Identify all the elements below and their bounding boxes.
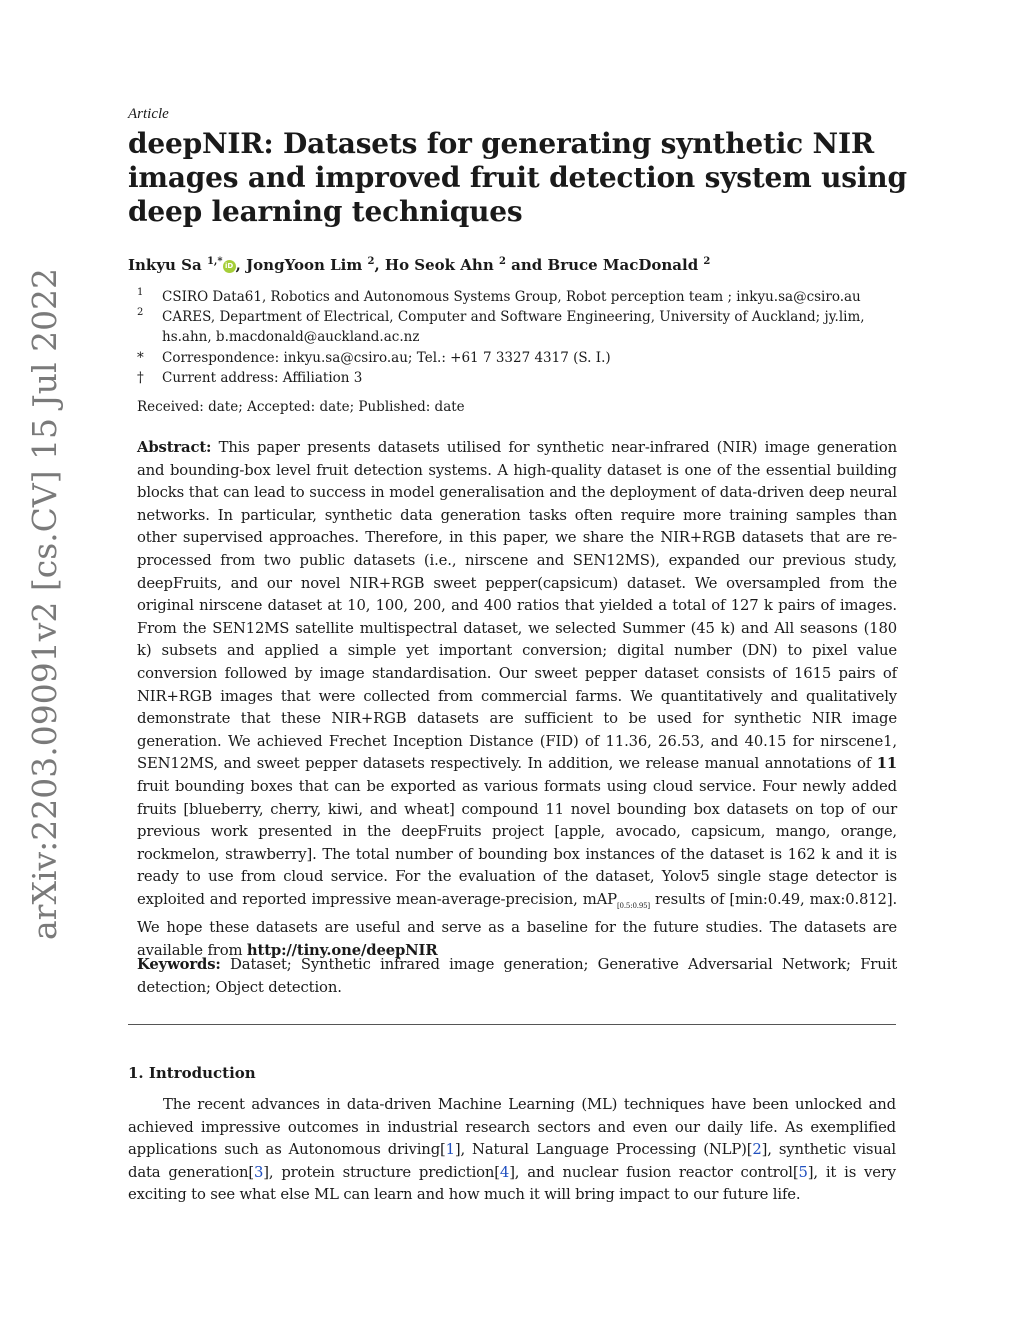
affiliation-text: Current address: Affiliation 3 xyxy=(162,370,363,386)
arxiv-identifier-stamp: arXiv:2203.09091v2 [cs.CV] 15 Jul 2022 xyxy=(25,267,64,940)
intro-text: ], protein structure prediction[ xyxy=(263,1163,500,1181)
abstract-label: Abstract: xyxy=(137,439,212,456)
abstract-text: fruit bounding boxes that can be exported as various formats using cloud service. Four newly added fruits [blueberry, cherry, kiwi, and wheat] compound 11 novel bounding box datasets on top of our previous work presented in the deepFruits project [apple, avocado, capsicum, mango, orange, rockmelon, strawberry]. The total number of bounding box instances of the dataset is 162 k and it is ready to use from cloud service. For the evaluation of the dataset, Yolov5 single stage detector is exploited and reported impressive mean-average-precision, mAP xyxy=(137,777,897,908)
abstract-bold-count: 11 xyxy=(876,755,897,773)
author-affiliation-mark: 2 xyxy=(498,256,506,267)
author-affiliation-mark: 2 xyxy=(367,256,375,267)
author-list xyxy=(128,256,918,274)
author-affiliation-mark: 1,* xyxy=(206,256,223,267)
correspondence xyxy=(137,348,907,368)
citation-link[interactable]: 2 xyxy=(752,1141,762,1159)
article-type-label: Article xyxy=(128,106,169,122)
affiliation-mark: 2 xyxy=(137,307,144,318)
intro-text: ], Natural Language Processing (NLP)[ xyxy=(454,1141,753,1159)
introduction-paragraph xyxy=(128,1094,896,1207)
author-separator: , xyxy=(235,256,247,274)
citation-link[interactable]: 1 xyxy=(445,1141,455,1159)
intro-text: The recent advances in data-driven Machine Learning (ML) techniques have been unlocked and achieved impressive outcomes in industrial research sectors and even our daily life. As exemplified applications such as Autonomous driving[ xyxy=(128,1096,896,1159)
keywords-label: Keywords: xyxy=(137,956,221,973)
current-address xyxy=(137,368,907,388)
author-separator: and xyxy=(505,256,548,274)
citation-link[interactable]: 5 xyxy=(798,1163,808,1181)
author-name[interactable]: JongYoon Lim xyxy=(246,256,363,274)
dataset-link[interactable]: http://tiny.one/deepNIR xyxy=(246,942,438,960)
paper-title: deepNIR: Datasets for generating synthetic NIR images and improved fruit detection system using deep learning techniques xyxy=(128,127,907,228)
citation-link[interactable]: 4 xyxy=(499,1163,510,1181)
intro-text: ], it is very exciting to see what else ML can learn and how much it will bring impact to our future life. xyxy=(128,1163,896,1204)
abstract-text: This paper presents datasets utilised for synthetic near-infrared (NIR) image generation and bounding-box level fruit detection systems. A high-quality dataset is one of the essential building blocks that can lead to success in model generalisation and the deployment of data-driven deep neural networks. In particular, synthetic data generation tasks often require more training samples than other supervised approaches. Therefore, in this paper, we share the NIR+RGB datasets that are re-processed from two public datasets (i.e., nirscene and SEN12MS), expanded our previous study, deepFruits, and our novel NIR+RGB sweet pepper(capsicum) dataset. We oversampled from the original nirscene dataset at 10, 100, 200, and 400 ratios that yielded a total of 127 k pairs of images. From the SEN12MS satellite multispectral dataset, we selected Summer (45 k) and All seasons (180 k) subsets and applied a simple yet important conversion; digital number (DN) to pixel value conversion followed by image standardisation. Our sweet pepper dataset consists of 1615 pairs of NIR+RGB images that were collected from commercial farms. We quantitatively and qualitatively demonstrate that these NIR+RGB datasets are sufficient to be used for synthetic NIR image generation. We achieved Frechet Inception Distance (FID) of 11.36, 26.53, and 40.15 for nirscene1, SEN12MS, and sweet pepper datasets respectively. In addition, we release manual annotations of xyxy=(137,439,897,773)
affiliation-1 xyxy=(137,287,907,307)
keywords-text: Dataset; Synthetic infrared image generation; Generative Adversarial Network; Fruit detection; Object detection. xyxy=(137,956,897,996)
author-name[interactable]: Ho Seok Ahn xyxy=(384,256,494,274)
affiliation-text: CSIRO Data61, Robotics and Autonomous Systems Group, Robot perception team ; inkyu.sa@csiro.au xyxy=(162,289,861,305)
author-separator: , xyxy=(374,256,385,274)
affiliation-mark: † xyxy=(137,370,144,386)
keywords xyxy=(137,954,897,999)
abstract-text: results of [min:0.49, max:0.812]. We hope these datasets are useful and serve as a baseline for the future studies. The datasets are available from xyxy=(137,890,897,960)
affiliation-text: CARES, Department of Electrical, Computer and Software Engineering, University of Auckland; jy.lim, hs.ahn, b.macdonald@auckland.ac.nz xyxy=(162,309,865,345)
affiliation-mark: 1 xyxy=(137,287,144,298)
publication-dates: Received: date; Accepted: date; Published: date xyxy=(137,399,465,415)
intro-text: ], synthetic visual data generation[ xyxy=(128,1141,897,1181)
orcid-icon[interactable]: iD xyxy=(223,260,236,273)
affiliation-2 xyxy=(137,307,907,347)
map-subscript: [0.5:0.95] xyxy=(616,901,651,910)
abstract xyxy=(137,437,897,963)
author-name[interactable]: Bruce MacDonald xyxy=(547,256,699,274)
affiliation-mark: * xyxy=(137,350,144,366)
citation-link[interactable]: 3 xyxy=(254,1163,264,1181)
section-divider xyxy=(128,1024,896,1025)
section-heading: 1. Introduction xyxy=(128,1064,256,1082)
author-name[interactable]: Inkyu Sa xyxy=(128,256,202,274)
affiliation-text: Correspondence: inkyu.sa@csiro.au; Tel.: +61 7 3327 4317 (S. I.) xyxy=(162,350,611,366)
intro-text: ], and nuclear fusion reactor control[ xyxy=(509,1163,799,1181)
author-affiliation-mark: 2 xyxy=(703,256,711,267)
